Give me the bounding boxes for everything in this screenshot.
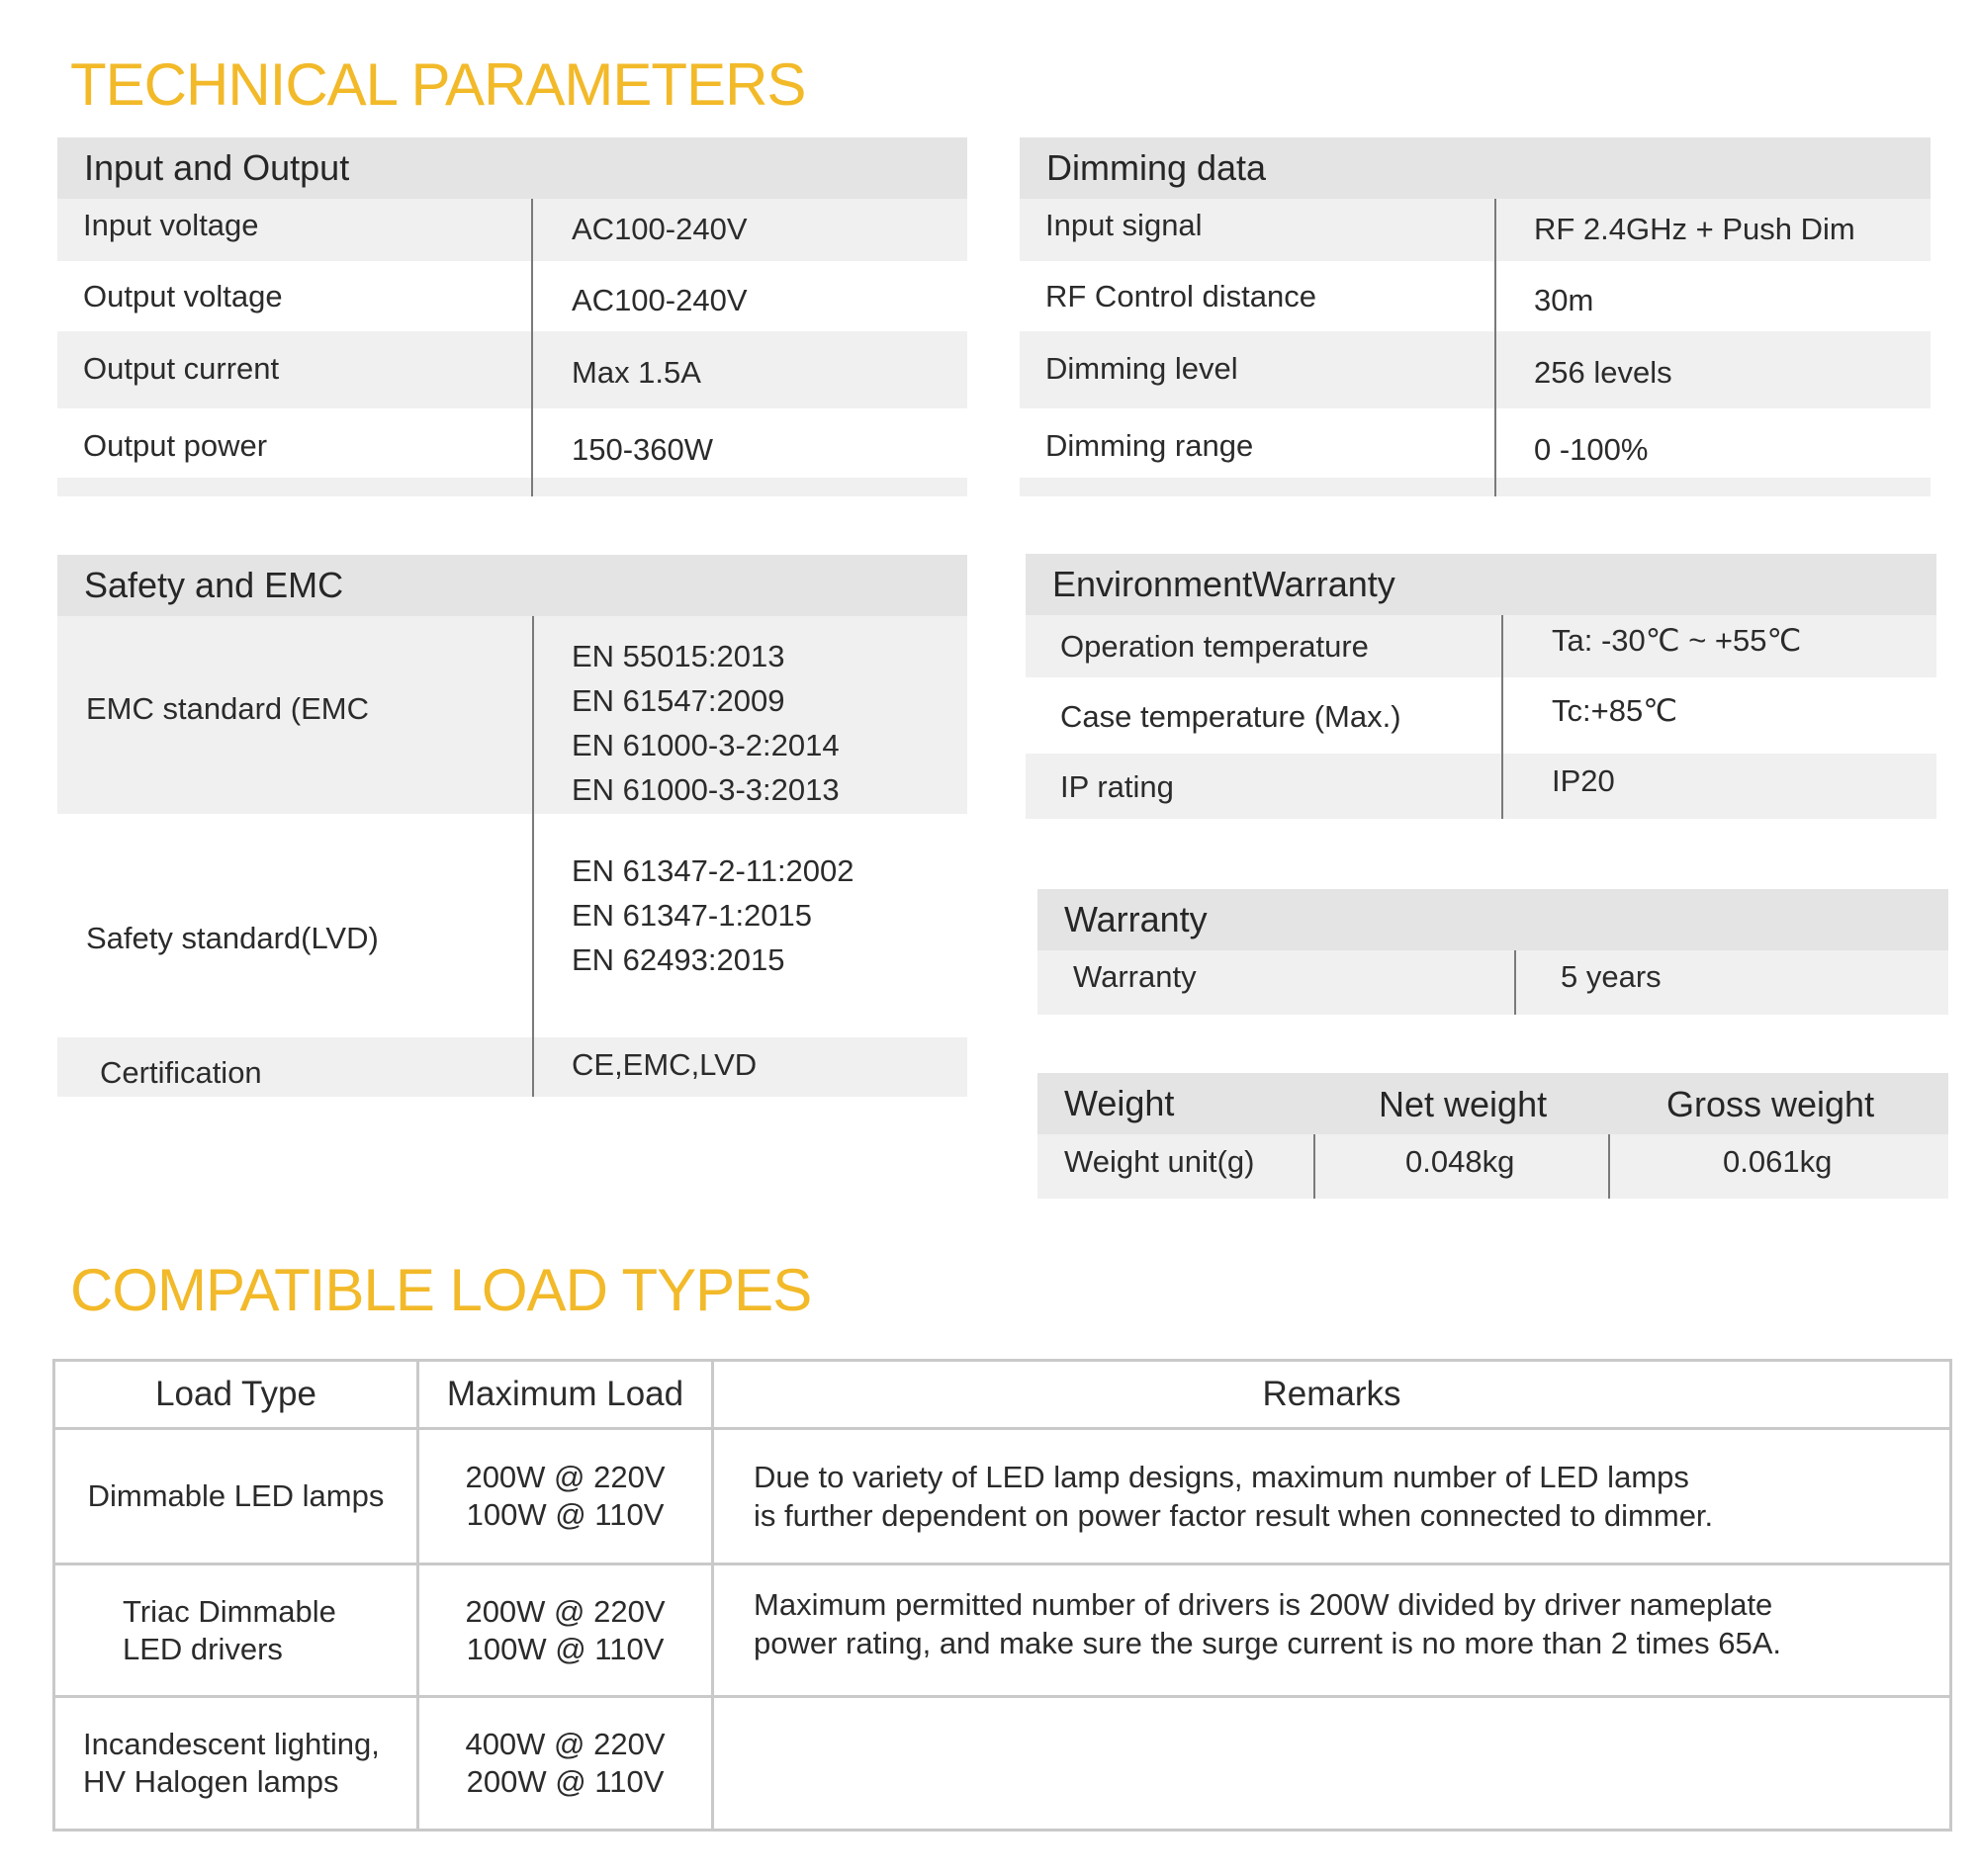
net-weight-value: 0.048kg (1405, 1144, 1515, 1179)
max-load-line: 100W @ 110V (466, 1497, 665, 1532)
row-value: Tc:+85℃ (1552, 693, 1678, 728)
table-row (1020, 331, 1931, 408)
gross-weight-header: Gross weight (1666, 1084, 1875, 1124)
row-label: Input voltage (83, 208, 259, 242)
table-row (1037, 1134, 1948, 1199)
max-load-line: 400W @ 220V (465, 1727, 666, 1761)
certification-value: CE,EMC,LVD (572, 1047, 758, 1082)
dimming-header: Dimming data (1020, 137, 1931, 199)
warranty-label: Warranty (1073, 959, 1197, 994)
column-divider (1514, 950, 1516, 1015)
load-type-cell (54, 1697, 418, 1831)
table-row (57, 261, 967, 331)
emc-value: EN 61547:2009 (572, 683, 785, 718)
header-load-type: Load Type (54, 1361, 418, 1429)
technical-parameters-title: TECHNICAL PARAMETERS (70, 51, 806, 118)
table-row (1026, 754, 1936, 819)
row-value: AC100-240V (572, 212, 748, 246)
weight-title: Weight (1064, 1083, 1175, 1123)
max-load-line: 200W @ 220V (465, 1460, 666, 1494)
weight-unit-label: Weight unit(g) (1064, 1144, 1255, 1179)
load-type-line: Dimmable LED lamps (87, 1478, 385, 1513)
table-row (57, 814, 967, 1037)
max-load-cell (418, 1697, 713, 1831)
table-header-row (54, 1361, 1951, 1429)
column-divider (1501, 615, 1503, 819)
dimming-panel (1020, 137, 1931, 496)
table-row (57, 1037, 967, 1097)
header-remarks: Remarks (713, 1361, 1951, 1429)
row-label: IP rating (1060, 769, 1174, 804)
load-type-cell (54, 1429, 418, 1564)
row-value: 150-360W (572, 432, 714, 467)
column-divider (1608, 1134, 1610, 1199)
remarks-line: is further dependent on power factor result when connected to dimmer. (754, 1498, 1714, 1533)
row-label: Case temperature (Max.) (1060, 699, 1401, 734)
environment-panel (1026, 554, 1936, 819)
row-label: Dimming range (1045, 428, 1254, 463)
table-row-filler (57, 478, 967, 496)
header-maximum-load: Maximum Load (418, 1361, 713, 1429)
load-type-line: Incandescent lighting, (83, 1727, 380, 1761)
input-output-panel (57, 137, 967, 496)
remarks-line: Maximum permitted number of drivers is 200W divided by driver nameplate (754, 1587, 1773, 1622)
net-weight-header: Net weight (1379, 1084, 1548, 1124)
table-row (57, 331, 967, 408)
weight-panel (1037, 1073, 1948, 1199)
row-label: RF Control distance (1045, 279, 1316, 313)
emc-value: EN 61000-3-3:2013 (572, 772, 840, 807)
row-value: AC100-240V (572, 283, 748, 317)
max-load-line: 200W @ 220V (465, 1593, 666, 1629)
remarks-line: power rating, and make sure the surge current is no more than 2 times 65A. (754, 1626, 1782, 1660)
lvd-label: Safety standard(LVD) (86, 921, 379, 955)
emc-label: EMC standard (EMC (86, 691, 369, 726)
row-label: Output voltage (83, 279, 283, 313)
remarks-cell (713, 1697, 1951, 1831)
row-value: RF 2.4GHz + Push Dim (1534, 212, 1855, 246)
table-row (1020, 261, 1931, 331)
max-load-line: 100W @ 110V (466, 1631, 665, 1666)
row-label: Output current (83, 351, 280, 386)
lvd-value: EN 61347-2-11:2002 (572, 853, 854, 888)
table-row (1026, 615, 1936, 677)
row-label: Input signal (1045, 208, 1203, 242)
row-value: Ta: -30℃ ~ +55℃ (1552, 623, 1802, 658)
safety-emc-header: Safety and EMC (57, 555, 967, 616)
row-value: IP20 (1552, 763, 1615, 798)
table-row (1020, 199, 1931, 261)
row-value: 0 -100% (1534, 432, 1649, 467)
column-divider (531, 199, 533, 496)
safety-emc-panel (57, 555, 967, 1097)
row-value: Max 1.5A (572, 355, 701, 390)
lvd-values (572, 849, 854, 982)
warranty-header: Warranty (1037, 889, 1948, 950)
row-value: 30m (1534, 283, 1594, 317)
table-row (54, 1429, 1951, 1564)
table-row (1037, 950, 1948, 1015)
max-load-cell (418, 1564, 713, 1697)
table-row (57, 408, 967, 478)
row-value: 256 levels (1534, 355, 1672, 390)
column-divider (1494, 199, 1496, 496)
load-type-line: Triac Dimmable (123, 1593, 336, 1629)
column-divider (1313, 1134, 1315, 1199)
remarks-line: Due to variety of LED lamp designs, maximum number of LED lamps (754, 1460, 1689, 1494)
emc-values (572, 634, 840, 812)
lvd-value: EN 61347-1:2015 (572, 898, 813, 933)
gross-weight-value: 0.061kg (1723, 1144, 1833, 1179)
remarks-cell (713, 1429, 1951, 1564)
table-row (1020, 408, 1931, 478)
load-type-line: HV Halogen lamps (83, 1764, 339, 1799)
table-row (1026, 677, 1936, 754)
lvd-value: EN 62493:2015 (572, 942, 785, 977)
row-label: Output power (83, 428, 268, 463)
row-label: Operation temperature (1060, 629, 1369, 664)
emc-value: EN 55015:2013 (572, 639, 785, 673)
warranty-value: 5 years (1561, 959, 1662, 994)
input-output-header: Input and Output (57, 137, 967, 199)
emc-value: EN 61000-3-2:2014 (572, 728, 840, 762)
table-row (57, 199, 967, 261)
row-label: Dimming level (1045, 351, 1238, 386)
table-row (54, 1564, 1951, 1697)
table-row (57, 616, 967, 814)
column-divider (532, 616, 534, 1097)
environment-header: EnvironmentWarranty (1026, 554, 1936, 615)
table-row (54, 1697, 1951, 1831)
compatible-load-types-title: COMPATIBLE LOAD TYPES (70, 1257, 812, 1323)
table-row-filler (1020, 478, 1931, 496)
load-type-line: LED drivers (123, 1631, 283, 1666)
max-load-line: 200W @ 110V (466, 1764, 665, 1799)
certification-label: Certification (100, 1055, 262, 1090)
max-load-cell (418, 1429, 713, 1564)
warranty-panel (1037, 889, 1948, 1015)
load-type-cell (54, 1564, 418, 1697)
remarks-cell (713, 1564, 1951, 1697)
load-types-table (52, 1359, 1952, 1831)
